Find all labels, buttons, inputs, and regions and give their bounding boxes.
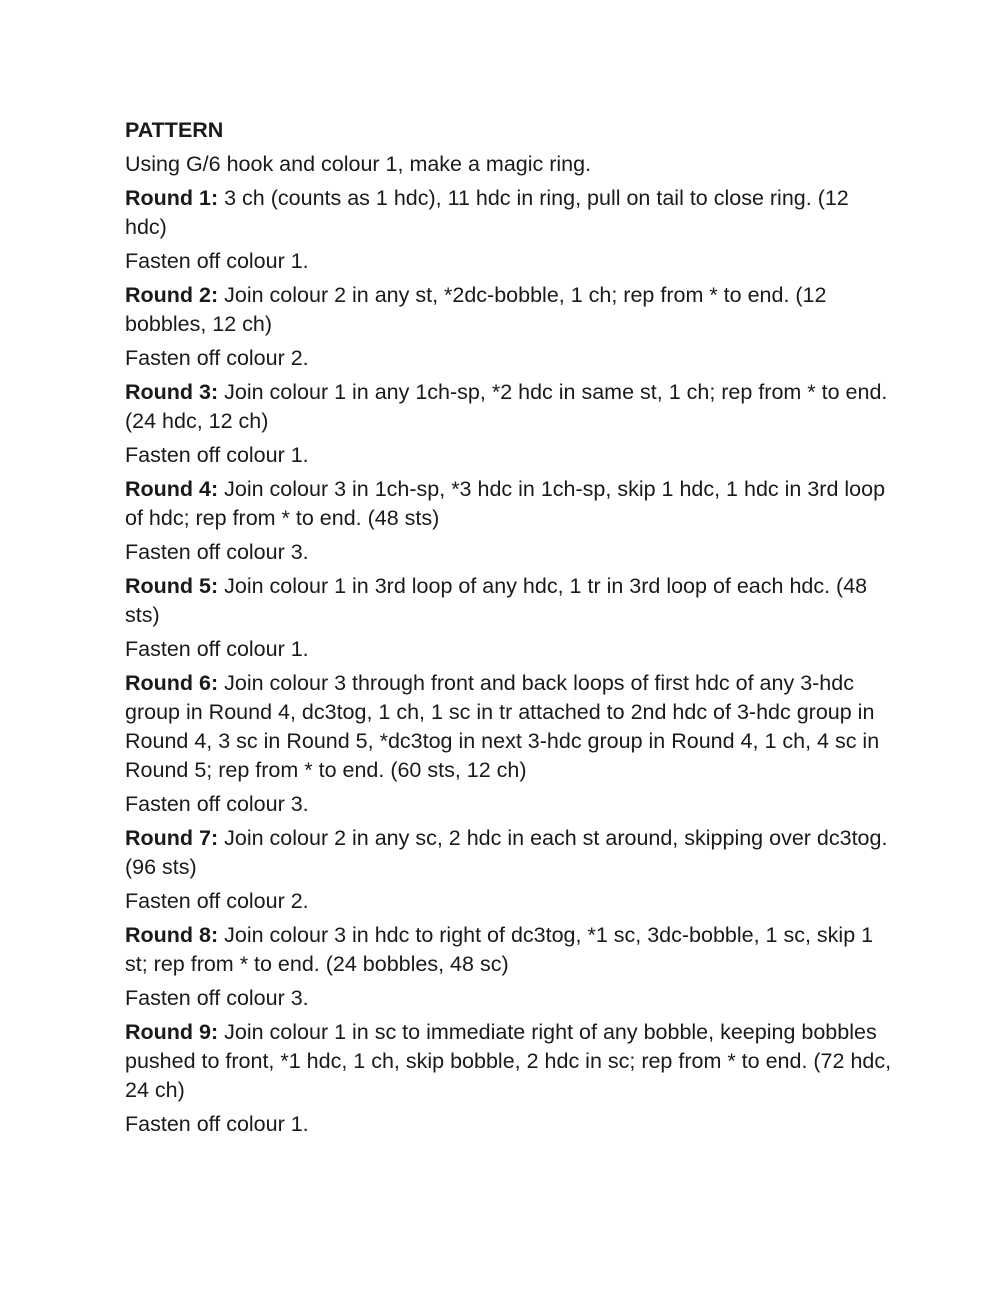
round-1-text: 3 ch (counts as 1 hdc), 11 hdc in ring, pull on tail to close ring. (12 hdc) bbox=[125, 186, 849, 239]
round-3-label: Round 3: bbox=[125, 380, 219, 404]
round-2-instruction bbox=[125, 281, 895, 339]
round-4-instruction bbox=[125, 475, 895, 533]
round-6-label: Round 6: bbox=[125, 671, 219, 695]
pattern-document bbox=[125, 116, 895, 1139]
round-1-instruction bbox=[125, 184, 895, 242]
round-7-label: Round 7: bbox=[125, 826, 219, 850]
round-5-label: Round 5: bbox=[125, 574, 219, 598]
round-1-label: Round 1: bbox=[125, 186, 219, 210]
round-6-fasten-off: Fasten off colour 3. bbox=[125, 792, 309, 816]
round-4-text: Join colour 3 in 1ch-sp, *3 hdc in 1ch-sp, skip 1 hdc, 1 hdc in 3rd loop of hdc; rep from * to end. (48 sts) bbox=[125, 477, 886, 530]
round-2-fasten-off: Fasten off colour 2. bbox=[125, 346, 309, 370]
round-4-label: Round 4: bbox=[125, 477, 219, 501]
round-9-label: Round 9: bbox=[125, 1020, 219, 1044]
round-1-fasten-off: Fasten off colour 1. bbox=[125, 249, 309, 273]
round-3-instruction bbox=[125, 378, 895, 436]
round-7-instruction bbox=[125, 824, 895, 882]
round-7-text: Join colour 2 in any sc, 2 hdc in each st around, skipping over dc3tog. (96 sts) bbox=[125, 826, 888, 879]
round-8-fasten-off: Fasten off colour 3. bbox=[125, 986, 309, 1010]
round-8-text: Join colour 3 in hdc to right of dc3tog, *1 sc, 3dc-bobble, 1 sc, skip 1 st; rep from * to end. (24 bobbles, 48 sc) bbox=[125, 923, 874, 976]
round-4-fasten-off: Fasten off colour 3. bbox=[125, 540, 309, 564]
round-6-text: Join colour 3 through front and back loops of first hdc of any 3-hdc group in Round 4, dc3tog, 1 ch, 1 sc in tr attached to 2nd hdc of 3-hdc group in Round 4, 3 sc in Round 5, *dc3tog in next 3-hdc group in Round 4, 1 ch, 4 sc in Round 5; rep from * to end. (60 sts, 12 ch) bbox=[125, 671, 880, 782]
round-2-text: Join colour 2 in any st, *2dc-bobble, 1 ch; rep from * to end. (12 bobbles, 12 ch) bbox=[125, 283, 827, 336]
round-9-text: Join colour 1 in sc to immediate right of any bobble, keeping bobbles pushed to front, *1 hdc, 1 ch, skip bobble, 2 hdc in sc; rep from * to end. (72 hdc, 24 ch) bbox=[125, 1020, 892, 1102]
round-3-text: Join colour 1 in any 1ch-sp, *2 hdc in same st, 1 ch; rep from * to end. (24 hdc, 12 ch) bbox=[125, 380, 888, 433]
pattern-heading: PATTERN bbox=[125, 118, 224, 142]
round-8-label: Round 8: bbox=[125, 923, 219, 947]
round-6-instruction bbox=[125, 669, 895, 785]
round-7-fasten-off: Fasten off colour 2. bbox=[125, 889, 309, 913]
round-5-text: Join colour 1 in 3rd loop of any hdc, 1 tr in 3rd loop of each hdc. (48 sts) bbox=[125, 574, 868, 627]
round-9-instruction bbox=[125, 1018, 895, 1105]
round-2-label: Round 2: bbox=[125, 283, 219, 307]
round-5-fasten-off: Fasten off colour 1. bbox=[125, 637, 309, 661]
round-8-instruction bbox=[125, 921, 895, 979]
round-3-fasten-off: Fasten off colour 1. bbox=[125, 443, 309, 467]
round-9-fasten-off: Fasten off colour 1. bbox=[125, 1112, 309, 1136]
round-5-instruction bbox=[125, 572, 895, 630]
intro-text: Using G/6 hook and colour 1, make a magic ring. bbox=[125, 152, 592, 176]
